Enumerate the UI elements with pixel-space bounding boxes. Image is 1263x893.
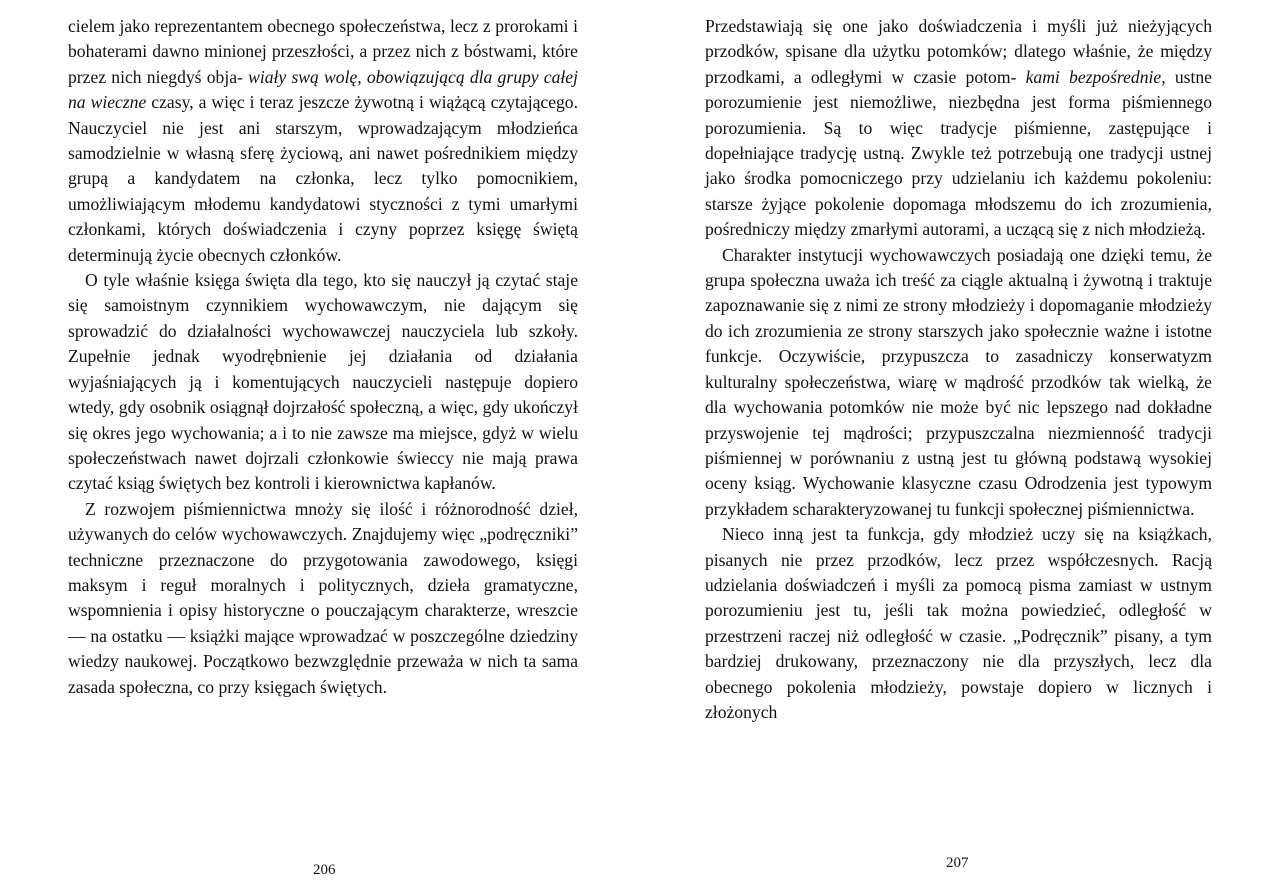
right-page-number: 207 xyxy=(946,855,969,871)
right-paragraph-3: Nieco inną jest ta funkcja, gdy młodzież uczy się na książkach, pisanych nie przez przodków, lecz przez współczesnych. Racją udzielania doświadczeń i myśli za pomocą pisma zamiast w ustnym porozumieniu jest tu, jeśli tak można powiedzieć, odległość w przestrzeni raczej niż odległość w czasie. „Podręcznik” pisany, a tym bardziej drukowany, przeznaczony nie dla przyszłych, lecz dla obecnego pokolenia młodzieży, powstaje dopiero w licznych i złożonych xyxy=(705,524,1212,722)
left-p1-italic: wiały swą wolę, obowiązującą dla grupy całej na wieczne xyxy=(68,66,578,113)
left-paragraph-1 xyxy=(68,14,578,268)
left-page-number: 206 xyxy=(313,862,336,878)
left-page xyxy=(68,14,578,700)
right-p1-text-a: Przedstawiają się one jako doświadczenia i myśli już nieżyjących przodków, spisane dla użytku potomków; dlatego właśnie, że między przodkami, a odległymi w czasie potom- xyxy=(705,16,1212,87)
right-page xyxy=(705,14,1212,725)
left-paragraph-3: Z rozwojem piśmiennictwa mnoży się ilość i różnorodność dzieł, używanych do celów wychowawczych. Znajdujemy więc „podręczniki” techniczne przeznaczone do przygotowania zawodowego, księgi maksym i reguł moralnych i politycznych, dzieła gramatyczne, wspomnienia i opisy historyczne o pouczającym charakterze, wreszcie — na ostatku — książki mające wprowadzać w poszczególne dziedziny wiedzy naukowej. Początkowo bezwzględnie przeważa w nich ta sama zasada społeczna, co przy księgach świętych. xyxy=(68,498,578,697)
left-p1-text-a: cielem jako reprezentantem obecnego społeczeństwa, lecz z prorokami i bohaterami dawno minionej przeszłości, a przez nich z bóstwami, które przez nich niegdyś obja- xyxy=(68,16,578,87)
right-p1-text-b: ustne porozumienie jest niemożliwe, niezbędna jest forma piśmiennego porozumienia. Są to więc tradycje piśmienne, zastępujące i dopełniające tradycję ustną. Zwykle też potrzebują one tradycji ustnej jako środka pomocniczego przy udzielaniu ich każdemu pokoleniu: starsze żyjące pokolenie dopomaga młodszemu do ich zrozumienia, pośredniczy między zmarłymi autorami, a uczącą się z nich młodzieżą. xyxy=(705,66,1212,240)
right-p1-italic: kami bezpośrednie, xyxy=(1025,66,1166,87)
left-p1-text-b: czasy, a więc i teraz jeszcze żywotną i wiążącą czytającego. Nauczyciel nie jest ani starszym, wprowadzającym młodzieńca samodzielnie w własną sferę życiową, ani nawet pośrednikiem między grupą a kandydatem na członka, lecz tylko pomocnikiem, umożliwiającym młodemu kandydatowi styczności z tymi umarłymi członkami, których doświadczenia i czyny poprzez księgę świętą determinują życie obecnych członków. xyxy=(68,92,579,265)
left-paragraph-2: O tyle właśnie księga święta dla tego, kto się nauczył ją czytać staje się samoistnym czynnikiem wychowawczym, nie dającym się sprowadzić do działalności wychowawczej nauczyciela lub szkoły. Zupełnie jednak wyodrębnienie jej działania od działania wyjaśniających ją i komentujących nauczycieli następuje dopiero wtedy, gdy osobnik osiągnął dojrzałość społeczną, a więc, gdy ukończył się okres jego wychowania; a i to nie zawsze ma miejsce, gdyż w wielu społeczeństwach nawet dojrzali członkowie świeccy nie mają prawa czytać ksiąg świętych bez kontroli i kierownictwa kapłanów. xyxy=(68,270,578,494)
right-paragraph-1 xyxy=(705,14,1212,243)
right-paragraph-2: Charakter instytucji wychowawczych posiadają one dzięki temu, że grupa społeczna uważa ich treść za ciągle aktualną i żywotną i traktuje zapoznawanie się z nimi ze strony młodzieży i dopomaganie młodzieży do ich zrozumienia ze strony starszych jako społecznie ważne i istotne funkcje. Oczywiście, przypuszcza to zasadniczy konserwatyzm kulturalny społeczeństwa, wiarę w mądrość przodków tak wielką, że dla wychowania potomków nie może być nic lepszego nad dokładne przyswojenie tej mądrości; przypuszczalna niezmienność tradycji piśmiennej w porównaniu z ustną jest tu główną podstawą wysokiej oceny ksiąg. Wychowanie klasyczne czasu Odrodzenia jest typowym przykładem scharakteryzowanej tu funkcji społecznej piśmiennictwa. xyxy=(705,244,1212,519)
